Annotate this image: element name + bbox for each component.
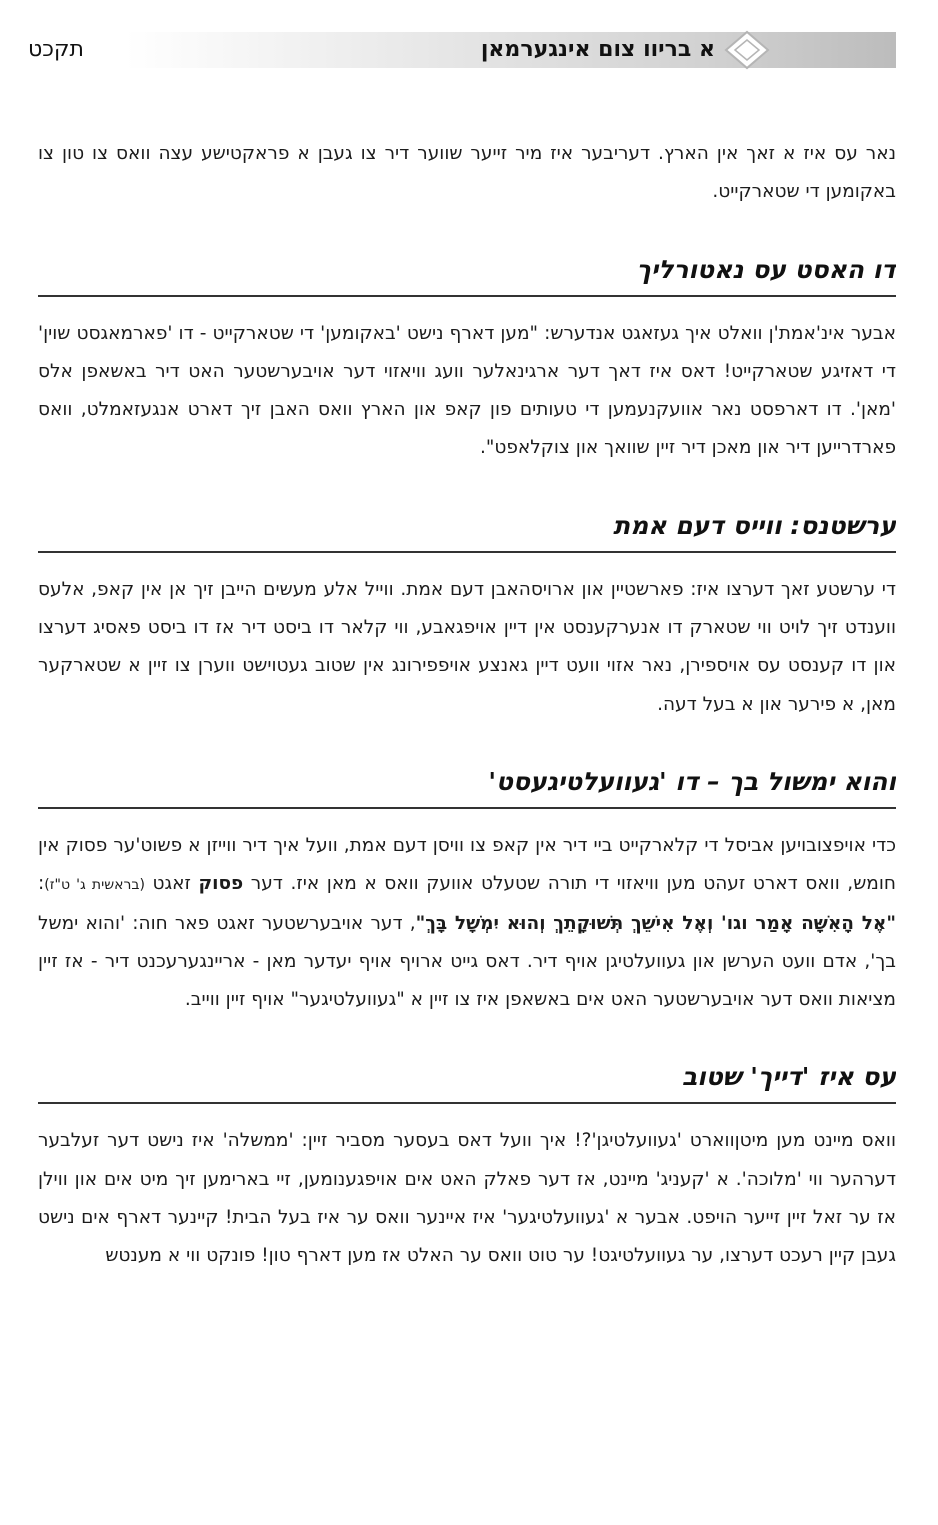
pasuk-word: פסוק <box>198 873 244 895</box>
section-paragraph-3 <box>38 827 896 1019</box>
section-paragraph-4: וואס מיינט מען מיטןווארט 'געוועלטיגן'?! איך וועל דאס בעסער מסביר זיין: 'ממשלה' איז נישט דער זעלבער דערהער ווי 'מלוכה'. א 'קעניג' מיינט, אז דער פאלק האט אים אויפגענומען, זיי בארימען זיך מיט אים און ווילן אז ער זאל זיין זייער הויפט. אבער א 'געוועלטיגער' איז איינער וואס ער איז בעל הבית! קיינער דארף אים נישט געבן קיין רעכט דערצו, ער געוועלטיגט! ער טוט וואס ער האלט אז מען דארף טון! פונקט ווי א מענטש <box>38 1130 896 1267</box>
section-rule-2 <box>38 551 896 553</box>
paragraph-text: כדי אויפצובויען אביסל די קלארקייט ביי דיר אין קאפ צו וויסן דעם אמת, וועל איך דיר ווייזן א פשוט'ער פסוק אין חומש, וואס דארט זעהט מען וויאזוי די תורה שטעלט אוועק וואס א מאן איז. דער <box>38 834 896 895</box>
section-title-3: והוא ימשול בך – דו 'געוועלטיגעסט' <box>488 766 896 796</box>
running-title: א בריוו צום אינגערמאן <box>480 37 715 62</box>
paragraph-text: זאגט <box>145 873 199 895</box>
section-heading-1 <box>38 249 896 297</box>
verse-source: (בראשית ג' ט"ז) <box>44 877 145 894</box>
section-heading-2 <box>38 505 896 553</box>
paragraph-text: : <box>38 873 45 895</box>
section-paragraph-2: די ערשטע זאך דערצו איז: פארשטיין און ארויסהאבן דעם אמת. ווייל אלע מעשים הייבן זיך אן אין קאפ, אלעס ווענדט זיך לויט ווי שטארק דו אנערקענסט אין דיין אויפגאבע, ווי קלאר דו ביסט דיר אז דו ביסט פאסיג דערצו און דו קענסט עס אויספירן, נאר אזוי וועט דיין גאנצע אויפפירונג אין שטוב געטוישט ווערן צו זיין א שטארקער מאן, א פירער און א בעל דעה. <box>38 578 896 715</box>
paragraph-text: , דער אויבערשטער זאגט פאר חוה: 'והוא ימשל בך', אדם וועט הערשן און געוועלטיגן אויף דיר. דאס גייט ארויף אויף יעדער מאן - אריינגערעכנט דיר - אז זיין מציאות וואס דער אויבערשטער האט אים באשאפן איז צו זיין א "געוועלטיגער" אויף זיין ווייב. <box>38 912 896 1011</box>
section-heading-4 <box>38 1056 896 1104</box>
article-body <box>38 135 896 1276</box>
intro-paragraph: נאר עס איז א זאך אין הארץ. דעריבער איז מיר זייער שווער דיר צו געבן א פראקטישע עצה וואס צו טון צו באקומען די שטארקייט. <box>38 143 896 203</box>
section-rule-1 <box>38 295 896 297</box>
section-title-4: עס איז 'דייך' שטוב <box>681 1062 896 1092</box>
page-number: תקכט <box>28 37 84 62</box>
running-header <box>0 30 938 70</box>
verse-quote: "אֶל הָאִשָּׁה אָמַר וגו' וְאֶל אִישֵׁךְ תְּשׁוּקָתֵךְ וְהוּא יִמְשָׁל בָּךְ" <box>415 912 897 934</box>
section-heading-3 <box>38 761 896 809</box>
section-paragraph-1: אבער אינ'אמת'ן וואלט איך געזאגט אנדערש: "מען דארף נישט 'באקומען' די שטארקייט - דו 'פארמאגסט שוין' די דאזיגע שטארקייט! דאס איז דאך דער ארגינאלער וועג וויאזוי דער אויבערשטער האט דיר באשאפן אלס 'מאן'. דו דארפסט נאר אוועקנעמען די טעותים פון קאפ און הארץ וואס האבן זיך דארט אנגעזאמלט, וואס פארדרייען דיר און מאכן דיר זיין שוואך און צוקלאפט". <box>38 322 896 459</box>
section-rule-3 <box>38 807 896 809</box>
section-title-1: דו האסט עס נאטורליך <box>636 254 896 284</box>
header-diamond-ornament <box>722 30 772 70</box>
section-title-2: ערשטנס: ווייס דעם אמת <box>613 510 896 540</box>
section-rule-4 <box>38 1102 896 1104</box>
